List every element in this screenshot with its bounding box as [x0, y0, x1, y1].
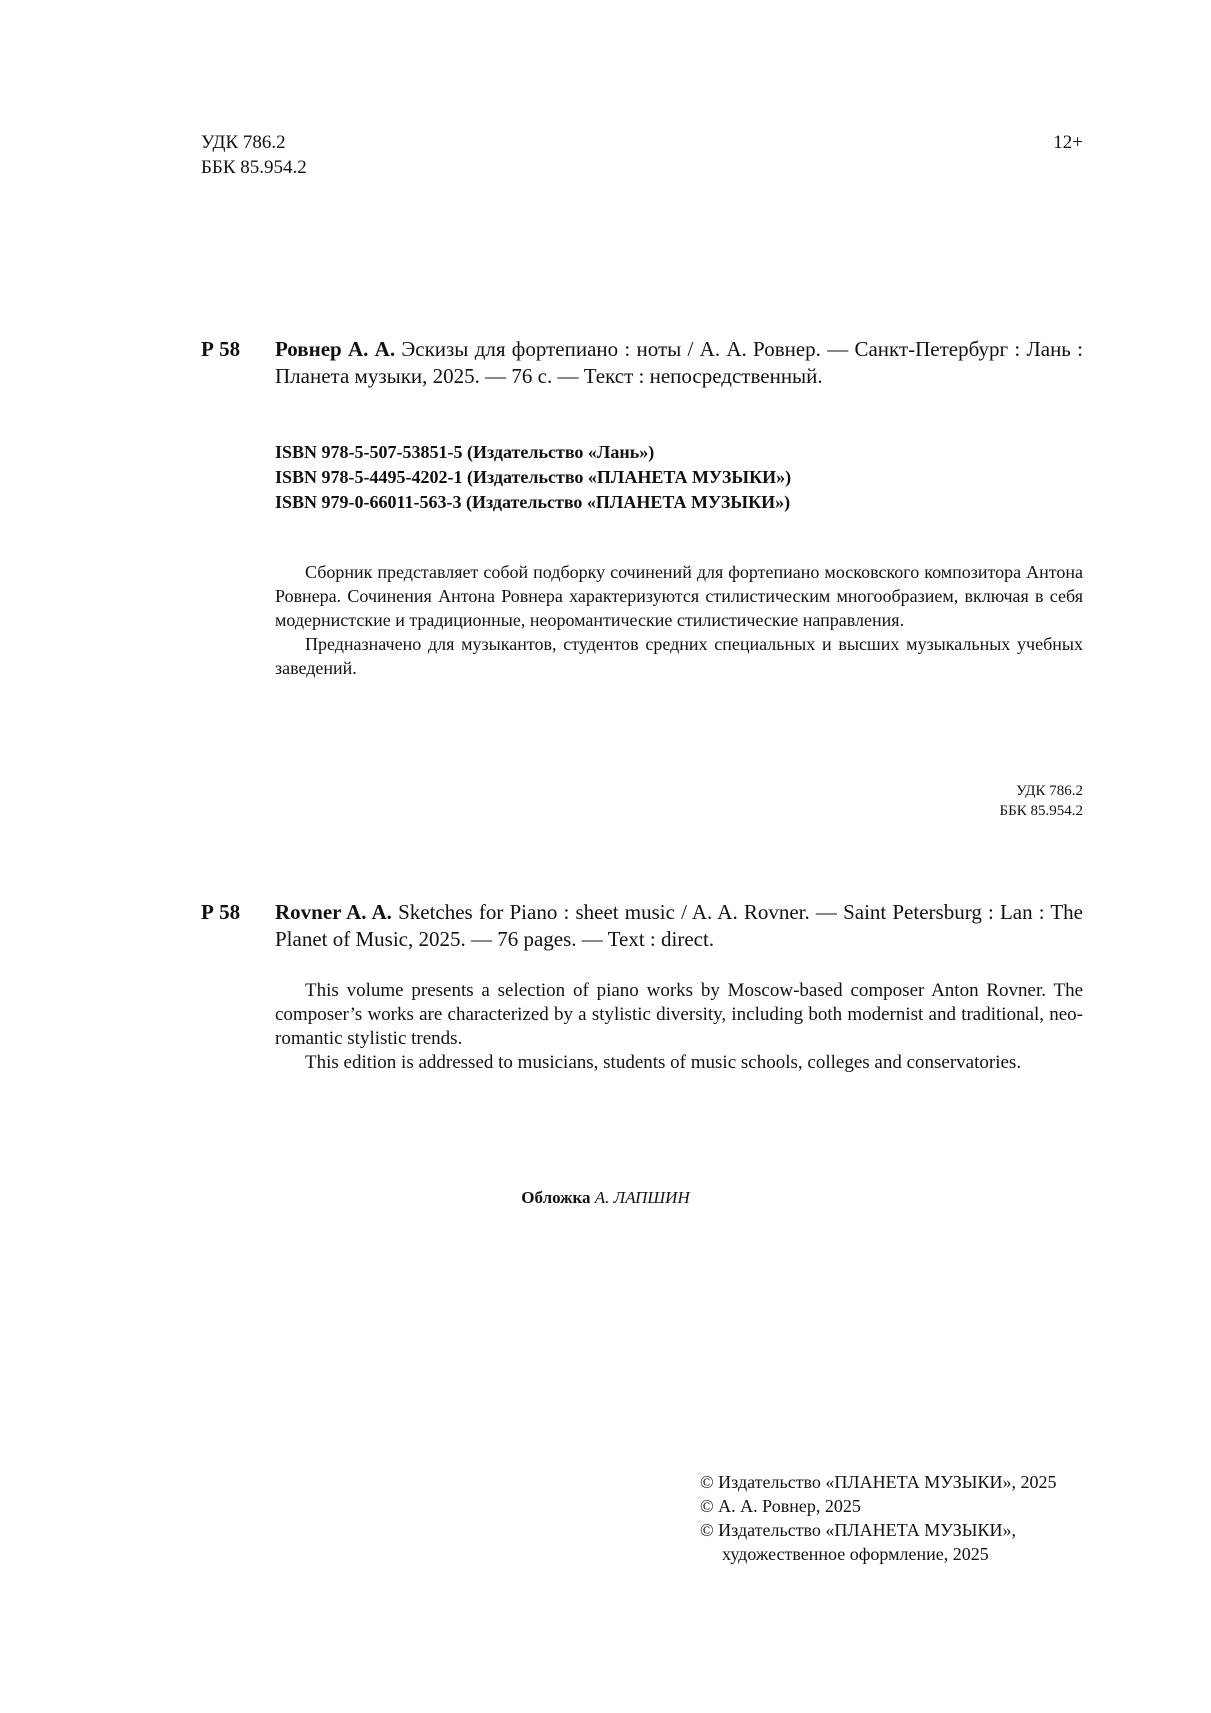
copyright-line: © Издательство «ПЛАНЕТА МУЗЫКИ»,: [700, 1520, 1016, 1540]
copyright-block: [700, 1470, 1056, 1566]
entry-description: Sketches for Piano : sheet music / A. A. Rovner. — Saint Petersburg : Lan : The Planet of Music, 2025. — 76 pages. — Text : direct.: [275, 900, 1083, 951]
udk-code: УДК 786.2: [201, 132, 286, 153]
isbn-line: ISBN 978-5-507-53851-5 (Издательство «Лань»): [275, 442, 655, 462]
cover-artist: А. ЛАПШИН: [594, 1188, 690, 1207]
bibliographic-entry-ru: [201, 336, 1083, 390]
isbn-line: ISBN 978-5-4495-4202-1 (Издательство «ПЛАНЕТА МУЗЫКИ»): [275, 467, 792, 487]
copyright-line: © А. А. Ровнер, 2025: [700, 1496, 861, 1516]
cover-label: Обложка: [521, 1188, 591, 1207]
age-rating: 12+: [1053, 132, 1083, 153]
author-mark: Р 58: [201, 337, 241, 361]
bibliographic-entry-en: [201, 899, 1083, 953]
copyright-line: © Издательство «ПЛАНЕТА МУЗЫКИ», 2025: [700, 1472, 1057, 1492]
author-name: Ровнер А. А.: [275, 337, 396, 361]
isbn-line: ISBN 979-0-66011-563-3 (Издательство «ПЛАНЕТА МУЗЫКИ»): [275, 492, 791, 512]
bbk-code: ББК 85.954.2: [999, 803, 1083, 819]
annotation-ru: [275, 560, 1083, 680]
annotation-paragraph: Предназначено для музыкантов, студентов средних специальных и высших музыкальных учебных заведений.: [275, 634, 1083, 678]
udk-code: УДК 786.2: [1016, 783, 1083, 799]
author-name: Rovner A. A.: [275, 900, 392, 924]
annotation-paragraph: This volume presents a selection of piano works by Moscow-based composer Anton Rovner. The composer’s works are characterized by a stylistic diversity, including both modernist and traditional, neo-romantic stylistic trends.: [275, 980, 1083, 1049]
entry-description: Эскизы для фортепиано : ноты / А. А. Ровнер. — Санкт-Петербург : Лань : Планета музыки, 2025. — 76 с. — Текст : непосредственный.: [275, 337, 1083, 388]
annotation-paragraph: This edition is addressed to musicians, students of music schools, colleges and conservatories.: [305, 1052, 1022, 1073]
author-mark: Р 58: [201, 900, 241, 924]
bbk-code: ББК 85.954.2: [201, 157, 307, 178]
isbn-list: [275, 440, 791, 515]
cover-credit: [0, 1186, 1211, 1210]
classification-right: [1000, 781, 1083, 821]
header-classification: [201, 130, 307, 180]
entry-body: [275, 899, 1083, 953]
entry-body: [275, 336, 1083, 390]
annotation-paragraph: Сборник представляет собой подборку сочинений для фортепиано московского композитора Антона Ровнера. Сочинения Антона Ровнера характеризуются стилистическим многообразием, включая в себя модернистские и традиционные, неоромантические стилистические направления.: [275, 562, 1083, 630]
copyright-line: художественное оформление, 2025: [722, 1544, 989, 1564]
annotation-en: [275, 979, 1083, 1075]
